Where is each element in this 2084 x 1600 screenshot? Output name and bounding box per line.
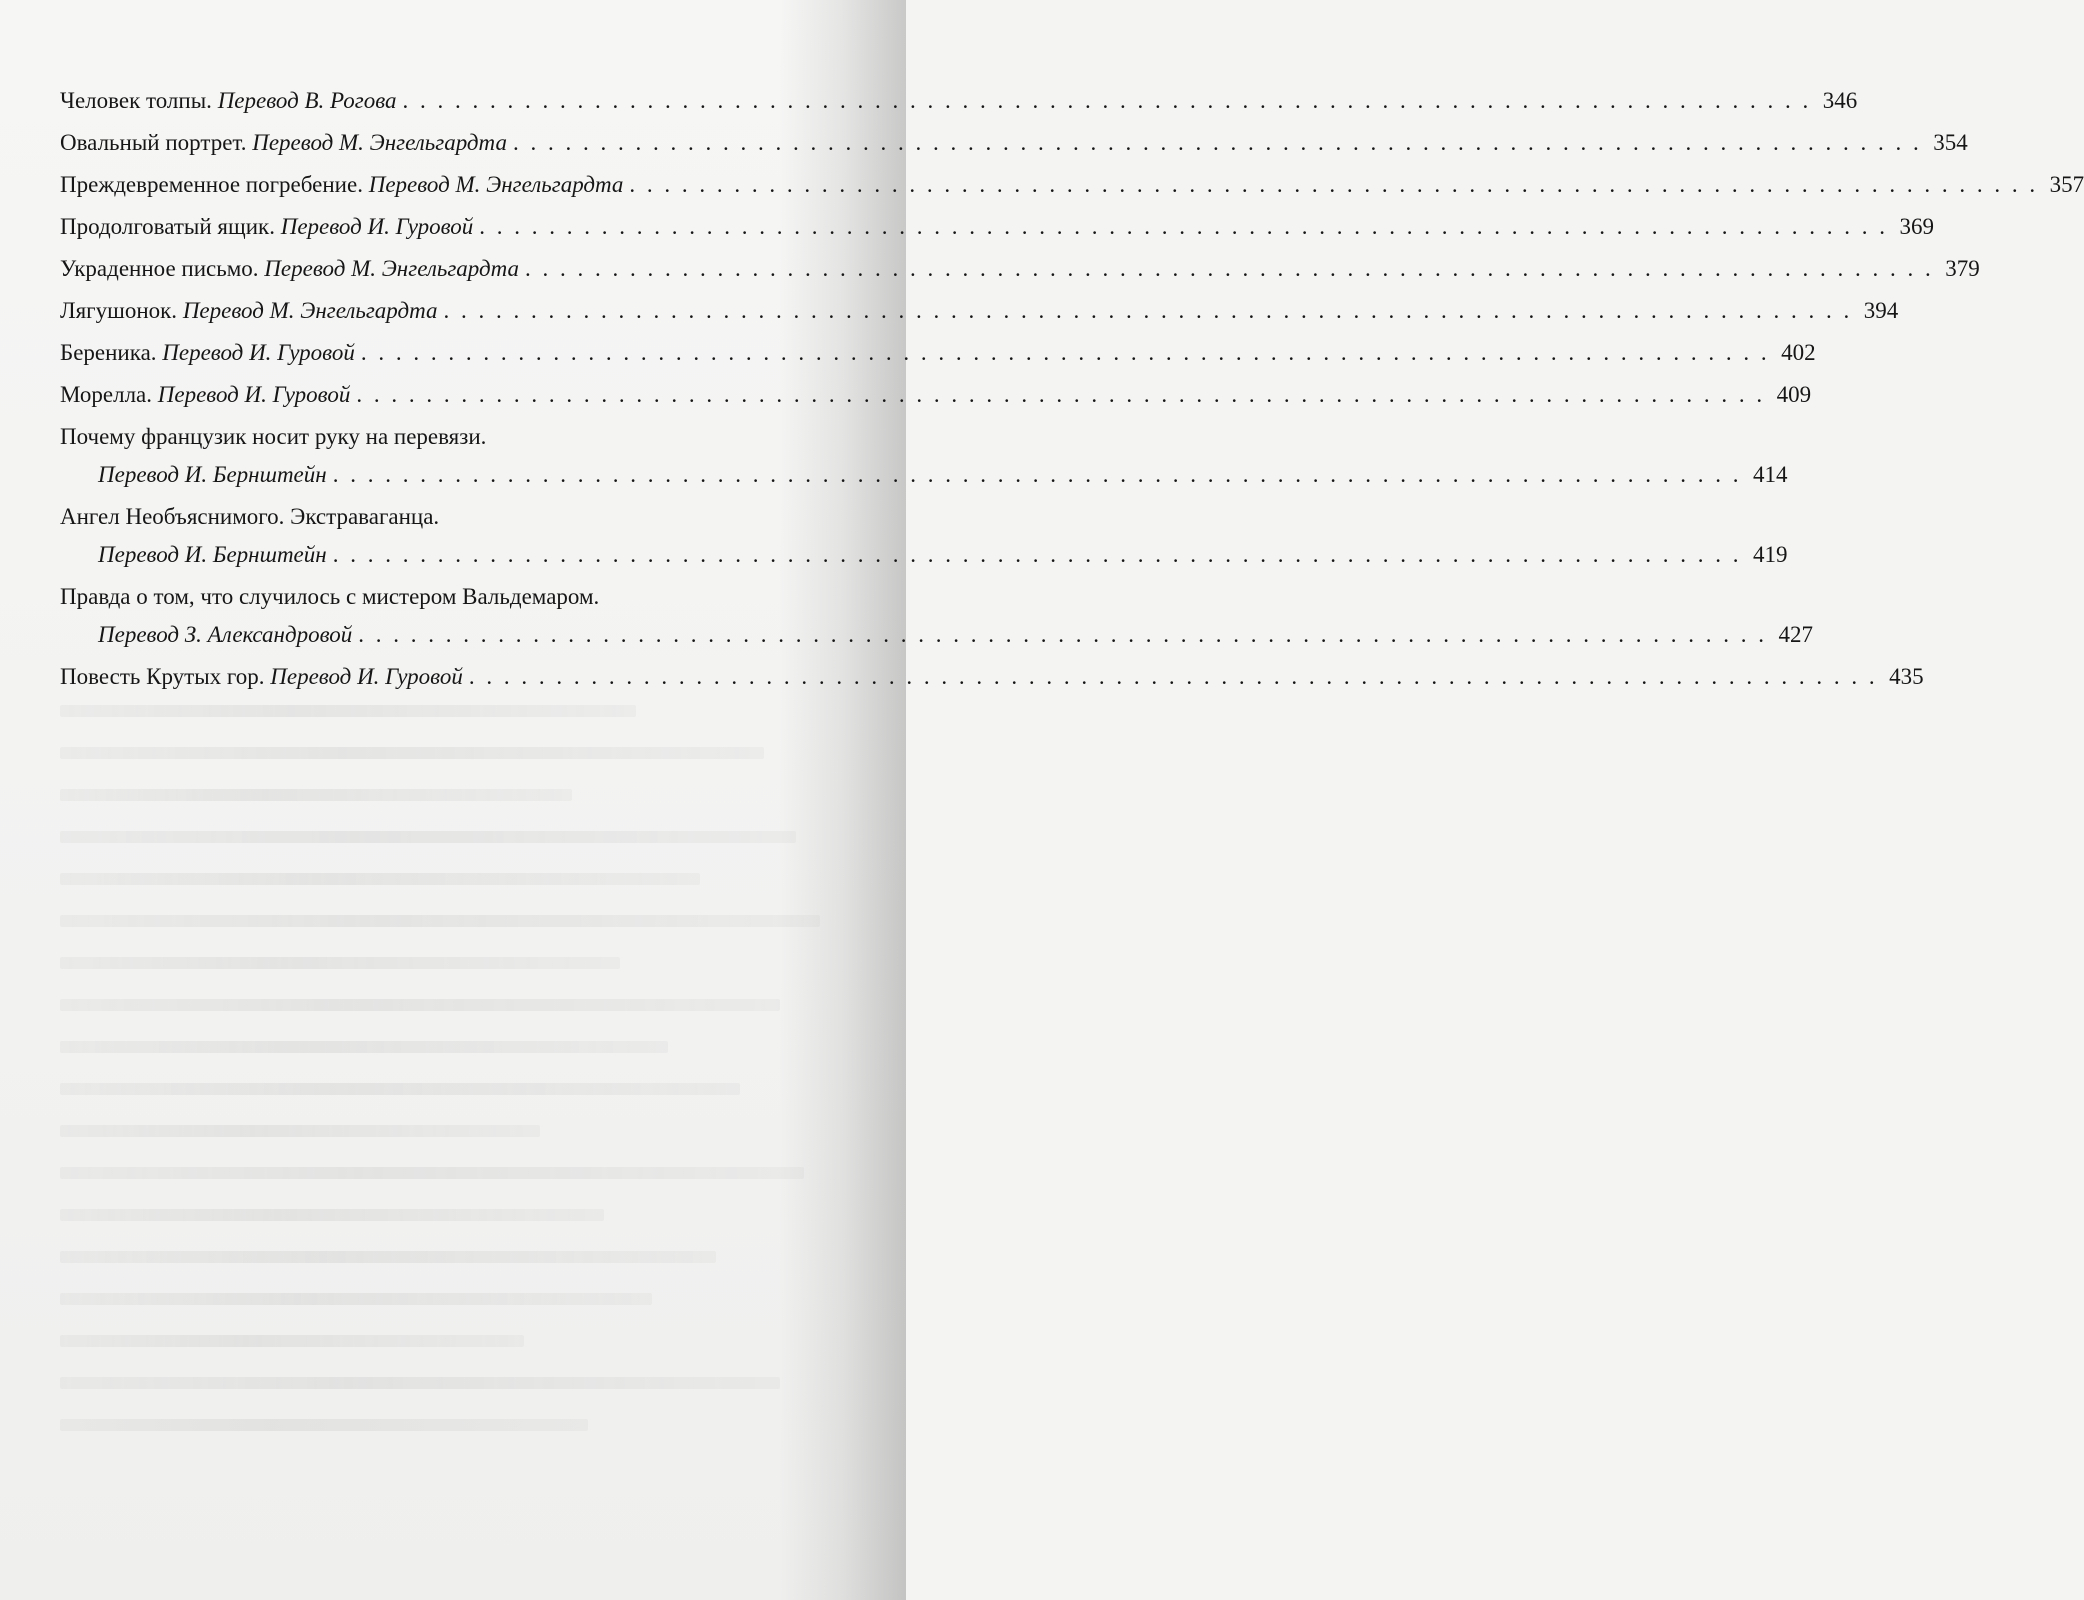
entry-title: Почему французик носит руку на перевязи. xyxy=(60,424,487,449)
entry-page-number: 379 xyxy=(1945,256,1980,281)
entry-title: Повесть Крутых гор. xyxy=(60,664,265,689)
dot-leader: . . . . . . . . . . . . . . . . . . . . . . . . . . . . . . . . . . . . . . . . . . . . . . . . . . . . . . . . . . . . . . . . . . . . . . . . . . . . . . . . . xyxy=(402,88,1812,113)
entry-title: Человек толпы. xyxy=(60,88,212,113)
entry-translator: Перевод М. Энгельгардта xyxy=(182,298,438,323)
dot-leader: . . . . . . . . . . . . . . . . . . . . . . . . . . . . . . . . . . . . . . . . . . . . . . . . . . . . . . . . . . . . . . . . . . . . . . . . . . . . . . . . . xyxy=(468,664,1878,689)
show-through-texture xyxy=(60,705,860,1525)
dot-leader: . . . . . . . . . . . . . . . . . . . . . . . . . . . . . . . . . . . . . . . . . . . . . . . . . . . . . . . . . . . . . . . . . . . . . . . . . . . . . . . . . xyxy=(332,542,1742,567)
toc-entry xyxy=(60,128,1968,158)
entry-translator: Перевод М. Энгельгардта xyxy=(368,172,624,197)
entry-page-number: 435 xyxy=(1889,664,1924,689)
toc-entry xyxy=(60,422,1788,490)
dot-leader: . . . . . . . . . . . . . . . . . . . . . . . . . . . . . . . . . . . . . . . . . . . . . . . . . . . . . . . . . . . . . . . . . . . . . . . . . . . . . . . . . xyxy=(512,130,1922,155)
toc-entry xyxy=(60,86,1858,116)
toc-entry xyxy=(60,170,2084,200)
entry-title: Морелла. xyxy=(60,382,152,407)
entry-translator: Перевод И. Бернштейн xyxy=(98,542,327,567)
entry-title: Овальный портрет. xyxy=(60,130,247,155)
entry-page-number: 354 xyxy=(1933,130,1968,155)
entry-translator: Перевод И. Гуровой xyxy=(162,340,355,365)
entry-title: Правда о том, что случилось с мистером Вальдемаром. xyxy=(60,584,600,609)
toc-entry xyxy=(60,582,1814,650)
dot-leader: . . . . . . . . . . . . . . . . . . . . . . . . . . . . . . . . . . . . . . . . . . . . . . . . . . . . . . . . . . . . . . . . . . . . . . . . . . . . . . . . . xyxy=(479,214,1889,239)
toc-entry xyxy=(60,212,1935,242)
entry-title: Продолговатый ящик. xyxy=(60,214,275,239)
entry-translator: Перевод И. Гуровой xyxy=(280,214,474,239)
toc-entry xyxy=(60,254,1980,284)
entry-title: Лягушонок. xyxy=(60,298,178,323)
entry-translator: Перевод В. Рогова xyxy=(217,88,397,113)
entry-translator: Перевод М. Энгельгардта xyxy=(264,256,520,281)
entry-title: Ангел Необъяснимого. Экстраваганца. xyxy=(60,504,440,529)
entry-page-number: 394 xyxy=(1863,298,1899,323)
entry-page-number: 414 xyxy=(1752,462,1788,487)
dot-leader: . . . . . . . . . . . . . . . . . . . . . . . . . . . . . . . . . . . . . . . . . . . . . . . . . . . . . . . . . . . . . . . . . . . . . . . . . . . . . . . . . xyxy=(360,340,1770,365)
entry-title: Береника. xyxy=(60,340,157,365)
dot-leader: . . . . . . . . . . . . . . . . . . . . . . . . . . . . . . . . . . . . . . . . . . . . . . . . . . . . . . . . . . . . . . . . . . . . . . . . . . . . . . . . . xyxy=(332,462,1742,487)
entry-translator: Перевод И. Бернштейн xyxy=(98,462,327,487)
dot-leader: . . . . . . . . . . . . . . . . . . . . . . . . . . . . . . . . . . . . . . . . . . . . . . . . . . . . . . . . . . . . . . . . . . . . . . . . . . . . . . . . . xyxy=(358,622,1768,647)
entry-translator: Перевод М. Энгельгардта xyxy=(252,130,507,155)
entry-translator: Перевод И. Гуровой xyxy=(270,664,463,689)
toc-entry xyxy=(60,380,1812,410)
dot-leader: . . . . . . . . . . . . . . . . . . . . . . . . . . . . . . . . . . . . . . . . . . . . . . . . . . . . . . . . . . . . . . . . . . . . . . . . . . . . . . . . . xyxy=(443,298,1853,323)
toc-entry xyxy=(60,338,1816,368)
entry-title: Преждевременное погребение. xyxy=(60,172,363,197)
table-of-contents xyxy=(60,86,2084,704)
entry-title: Украденное письмо. xyxy=(60,256,259,281)
dot-leader: . . . . . . . . . . . . . . . . . . . . . . . . . . . . . . . . . . . . . . . . . . . . . . . . . . . . . . . . . . . . . . . . . . . . . . . . . . . . . . . . . xyxy=(356,382,1766,407)
entry-page-number: 402 xyxy=(1781,340,1816,365)
entry-page-number: 357 xyxy=(2049,172,2084,197)
entry-page-number: 419 xyxy=(1752,542,1788,567)
entry-page-number: 369 xyxy=(1899,214,1935,239)
entry-translator: Перевод И. Гуровой xyxy=(157,382,351,407)
dot-leader: . . . . . . . . . . . . . . . . . . . . . . . . . . . . . . . . . . . . . . . . . . . . . . . . . . . . . . . . . . . . . . . . . . . . . . . . . . . . . . . . . xyxy=(525,256,1934,281)
entry-page-number: 409 xyxy=(1776,382,1812,407)
toc-entry xyxy=(60,296,1899,326)
dot-leader: . . . . . . . . . . . . . . . . . . . . . . . . . . . . . . . . . . . . . . . . . . . . . . . . . . . . . . . . . . . . . . . . . . . . . . . . . . . . . . . . . xyxy=(629,172,2039,197)
entry-page-number: 427 xyxy=(1778,622,1814,647)
entry-page-number: 346 xyxy=(1822,88,1858,113)
entry-translator: Перевод З. Александровой xyxy=(98,622,353,647)
toc-entry xyxy=(60,662,1924,692)
toc-entry xyxy=(60,502,1788,570)
